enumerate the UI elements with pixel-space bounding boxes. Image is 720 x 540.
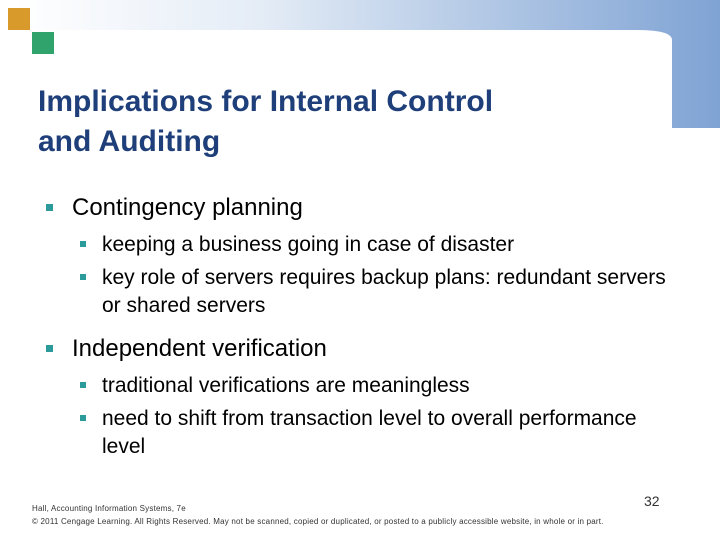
bullet-text: key role of servers requires backup plans: redundant servers or shared servers bbox=[102, 266, 666, 317]
page-number: 32 bbox=[644, 493, 660, 509]
footer-credit bbox=[32, 502, 672, 528]
bullet-text: traditional verifications are meaningless bbox=[102, 374, 470, 397]
footer-line-2: © 2011 Cengage Learning. All Rights Reserved. May not be scanned, copied or duplicated, or posted to a publicly accessible website, in whole or in part. bbox=[32, 517, 604, 526]
orange-square-decoration bbox=[8, 8, 30, 30]
title-line-2: and Auditing bbox=[38, 125, 221, 158]
square-bullet-icon bbox=[80, 274, 86, 280]
square-bullet-icon bbox=[80, 415, 86, 421]
section-heading: Independent verification bbox=[72, 335, 327, 362]
bullet-level2 bbox=[42, 264, 682, 320]
bullet-text: need to shift from transaction level to overall performance level bbox=[102, 407, 637, 458]
slide-title bbox=[38, 82, 658, 162]
bullet-level2 bbox=[42, 372, 682, 400]
section-contingency bbox=[42, 192, 682, 320]
square-bullet-icon bbox=[80, 241, 86, 247]
bullet-level2 bbox=[42, 231, 682, 259]
bullet-level1 bbox=[42, 192, 682, 224]
slide-body bbox=[42, 192, 682, 467]
footer-line-1: Hall, Accounting Information Systems, 7e bbox=[32, 504, 186, 513]
section-heading: Contingency planning bbox=[72, 194, 303, 221]
green-square-decoration bbox=[32, 32, 54, 54]
title-line-1: Implications for Internal Control bbox=[38, 85, 494, 118]
bullet-level1 bbox=[42, 333, 682, 365]
bullet-level2 bbox=[42, 405, 682, 461]
square-bullet-icon bbox=[80, 382, 86, 388]
square-bullet-icon bbox=[46, 204, 53, 211]
section-verification bbox=[42, 333, 682, 461]
bullet-text: keeping a business going in case of disaster bbox=[102, 233, 515, 256]
square-bullet-icon bbox=[46, 345, 53, 352]
